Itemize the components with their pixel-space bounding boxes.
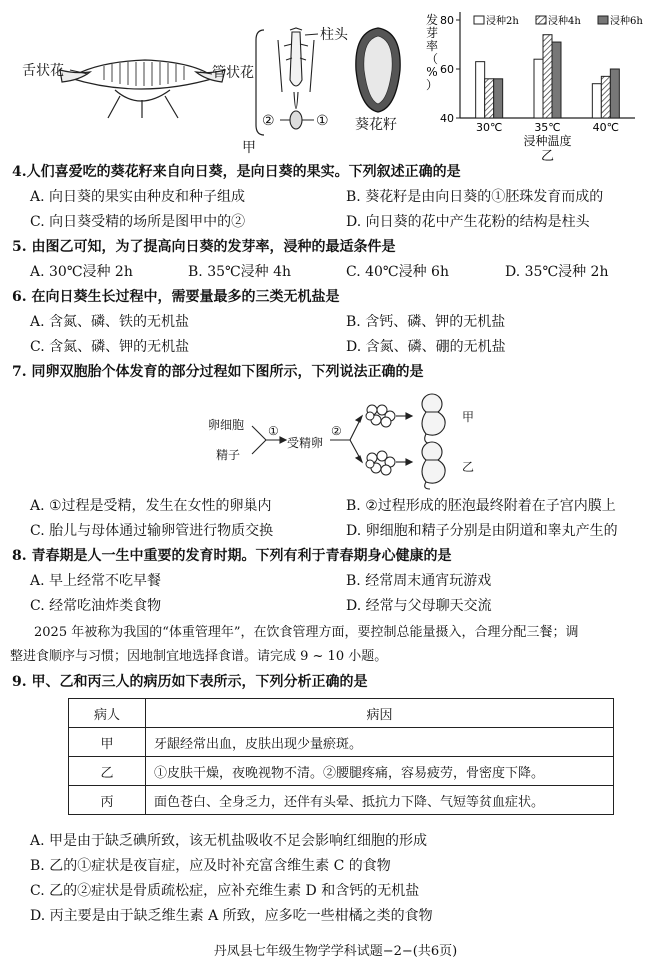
q8-option-c[interactable]: C. 经常吃油炸类食物 bbox=[30, 598, 162, 614]
sunflower-illustration bbox=[0, 0, 420, 160]
medical-record-table bbox=[68, 698, 614, 815]
legend-label: 浸种6h bbox=[610, 16, 643, 27]
label-sperm: 精子 bbox=[216, 448, 241, 462]
bar-chart bbox=[420, 0, 671, 162]
q4-option-a[interactable]: A. 向日葵的果实由种皮和种子组成 bbox=[30, 189, 246, 205]
q7-option-a[interactable]: A. ①过程是受精，发生在女性的卵巢内 bbox=[30, 498, 272, 514]
legend-label: 浸种2h bbox=[486, 16, 519, 27]
label-egg-cell: 卵细胞 bbox=[208, 418, 245, 432]
bar-浸种6h bbox=[494, 79, 503, 118]
y-axis-label-char: ） bbox=[425, 78, 439, 92]
y-tick-label: 60 bbox=[440, 63, 454, 76]
y-axis-label-char: % bbox=[426, 65, 438, 79]
embryo-cluster-icon bbox=[366, 405, 395, 475]
q7-option-c[interactable]: C. 胎儿与母体通过输卵管进行物质交换 bbox=[30, 523, 274, 539]
x-axis-label: 浸种温度 bbox=[523, 134, 572, 148]
q4-option-d[interactable]: D. 向日葵的花中产生花粉的结构是柱头 bbox=[346, 214, 590, 230]
x-tick-label: 30℃ bbox=[475, 121, 503, 134]
q9-option-b[interactable]: B. 乙的①症状是夜盲症，应及时补充富含维生素 C 的食物 bbox=[30, 858, 391, 874]
passage-line-1: 2025 年被称为我国的“体重管理年”，在饮食管理方面，要控制总能量摄入，合理分配三餐；调 bbox=[34, 625, 579, 640]
q5-option-b[interactable]: B. 35℃浸种 4h bbox=[188, 264, 292, 280]
q8-stem: 8. 青春期是人一生中重要的发育时期。下列有利于青春期身心健康的是 bbox=[12, 548, 452, 564]
cause-cell: 牙龈经常出血，皮肤出现少量瘀斑。 bbox=[146, 728, 614, 757]
patient-cell: 乙 bbox=[69, 757, 146, 786]
label-tubular-flower: 管状花 bbox=[212, 65, 254, 81]
twin-diagram bbox=[200, 390, 500, 490]
q8-option-d[interactable]: D. 经常与父母聊天交流 bbox=[346, 598, 492, 614]
patient-cell: 丙 bbox=[69, 786, 146, 815]
bar-浸种4h bbox=[601, 76, 610, 118]
label-zygote: 受精卵 bbox=[287, 436, 324, 450]
label-seed: 葵花籽 bbox=[355, 117, 397, 133]
q9-option-d[interactable]: D. 丙主要是由于缺乏维生素 A 所致，应多吃一些柑橘之类的食物 bbox=[30, 908, 433, 924]
y-axis-label-char: 芽 bbox=[425, 26, 439, 40]
label-step-1: ① bbox=[268, 424, 279, 438]
q9-stem: 9. 甲、乙和丙三人的病历如下表所示，下列分析正确的是 bbox=[12, 674, 368, 690]
q6-option-b[interactable]: B. 含钙、磷、钾的无机盐 bbox=[346, 314, 506, 330]
label-marker-1: ① bbox=[316, 113, 329, 129]
y-tick-label: 80 bbox=[440, 14, 454, 27]
bar-浸种2h bbox=[476, 62, 485, 118]
q6-option-a[interactable]: A. 含氮、磷、铁的无机盐 bbox=[30, 314, 190, 330]
q8-option-b[interactable]: B. 经常周末通宵玩游戏 bbox=[346, 573, 492, 589]
page-footer: 丹凤县七年级生物学学科试题−2−(共6页) bbox=[213, 944, 458, 959]
q7-stem: 7. 同卵双胞胎个体发育的部分过程如下图所示，下列说法正确的是 bbox=[12, 364, 424, 380]
cause-cell: 面色苍白、全身乏力，还伴有头晕、抵抗力下降、气短等贫血症状。 bbox=[146, 786, 614, 815]
table-row bbox=[69, 728, 614, 757]
legend-label: 浸种4h bbox=[548, 16, 581, 27]
table-row bbox=[69, 757, 614, 786]
q7-option-d[interactable]: D. 卵细胞和精子分别是由阴道和睾丸产生的 bbox=[346, 523, 618, 539]
y-tick-label: 40 bbox=[440, 112, 454, 125]
label-step-2: ② bbox=[331, 424, 342, 438]
label-twin-yi: 乙 bbox=[462, 460, 475, 474]
label-ray-flower: 舌状花 bbox=[22, 63, 64, 79]
legend-swatch bbox=[598, 16, 608, 24]
sunflower-seed-icon bbox=[356, 28, 400, 112]
q6-stem: 6. 在向日葵生长过程中，需要量最多的三类无机盐是 bbox=[12, 289, 340, 305]
fetus-icon bbox=[422, 394, 445, 489]
x-tick-label: 35℃ bbox=[534, 121, 561, 134]
chart-caption: 乙 bbox=[540, 149, 555, 162]
legend-swatch bbox=[536, 16, 546, 24]
bar-浸种4h bbox=[485, 79, 494, 118]
patient-cell: 甲 bbox=[69, 728, 146, 757]
header-patient: 病人 bbox=[69, 699, 146, 728]
q9-option-c[interactable]: C. 乙的②症状是骨质疏松症，应补充维生素 D 和含钙的无机盐 bbox=[30, 883, 420, 899]
label-twin-jia: 甲 bbox=[462, 410, 475, 424]
q9-option-a[interactable]: A. 甲是由于缺乏碘所致，该无机盐吸收不足会影响红细胞的形成 bbox=[30, 833, 428, 849]
bar-浸种2h bbox=[534, 59, 543, 118]
q7-option-b[interactable]: B. ②过程形成的胚泡最终附着在子宫内膜上 bbox=[346, 498, 616, 514]
x-tick-label: 40℃ bbox=[592, 121, 620, 134]
table-header-row bbox=[69, 699, 614, 728]
q4-stem: 4.人们喜爱吃的葵花籽来自向日葵，是向日葵的果实。下列叙述正确的是 bbox=[12, 164, 461, 180]
q4-option-c[interactable]: C. 向日葵受精的场所是图甲中的② bbox=[30, 214, 246, 230]
q6-option-c[interactable]: C. 含氮、磷、钾的无机盐 bbox=[30, 339, 190, 355]
y-axis-label-char: 发 bbox=[425, 13, 439, 27]
q4-option-b[interactable]: B. 葵花籽是由向日葵的①胚珠发育而成的 bbox=[346, 189, 604, 205]
header-cause: 病因 bbox=[146, 699, 614, 728]
bar-浸种6h bbox=[552, 42, 561, 118]
q8-option-a[interactable]: A. 早上经常不吃早餐 bbox=[30, 573, 162, 589]
y-axis-label-char: 率 bbox=[425, 39, 439, 53]
bar-浸种6h bbox=[610, 69, 619, 118]
q6-option-d[interactable]: D. 含氮、磷、硼的无机盐 bbox=[346, 339, 506, 355]
label-stigma: 柱头 bbox=[320, 27, 348, 43]
legend-swatch bbox=[474, 16, 484, 24]
cause-cell: ①皮肤干燥，夜晚视物不清。②腰腿疼痛，容易疲劳，骨密度下降。 bbox=[146, 757, 614, 786]
bar-浸种2h bbox=[592, 84, 601, 118]
passage-line-2: 整进食顺序与习惯；因地制宜地选择食谱。请完成 9 ~ 10 小题。 bbox=[10, 649, 388, 664]
q5-option-c[interactable]: C. 40℃浸种 6h bbox=[346, 264, 449, 280]
q5-stem: 5. 由图乙可知，为了提高向日葵的发芽率，浸种的最适条件是 bbox=[12, 239, 396, 255]
y-axis-label-char: （ bbox=[425, 52, 439, 66]
q5-option-d[interactable]: D. 35℃浸种 2h bbox=[505, 264, 609, 280]
bar-浸种4h bbox=[543, 35, 552, 118]
label-marker-2: ② bbox=[262, 113, 275, 129]
tubular-flower-icon bbox=[278, 28, 314, 129]
caption-jia: 甲 bbox=[242, 140, 256, 156]
flower-head-icon bbox=[60, 60, 225, 118]
table-row bbox=[69, 786, 614, 815]
q5-option-a[interactable]: A. 30℃浸种 2h bbox=[30, 264, 133, 280]
